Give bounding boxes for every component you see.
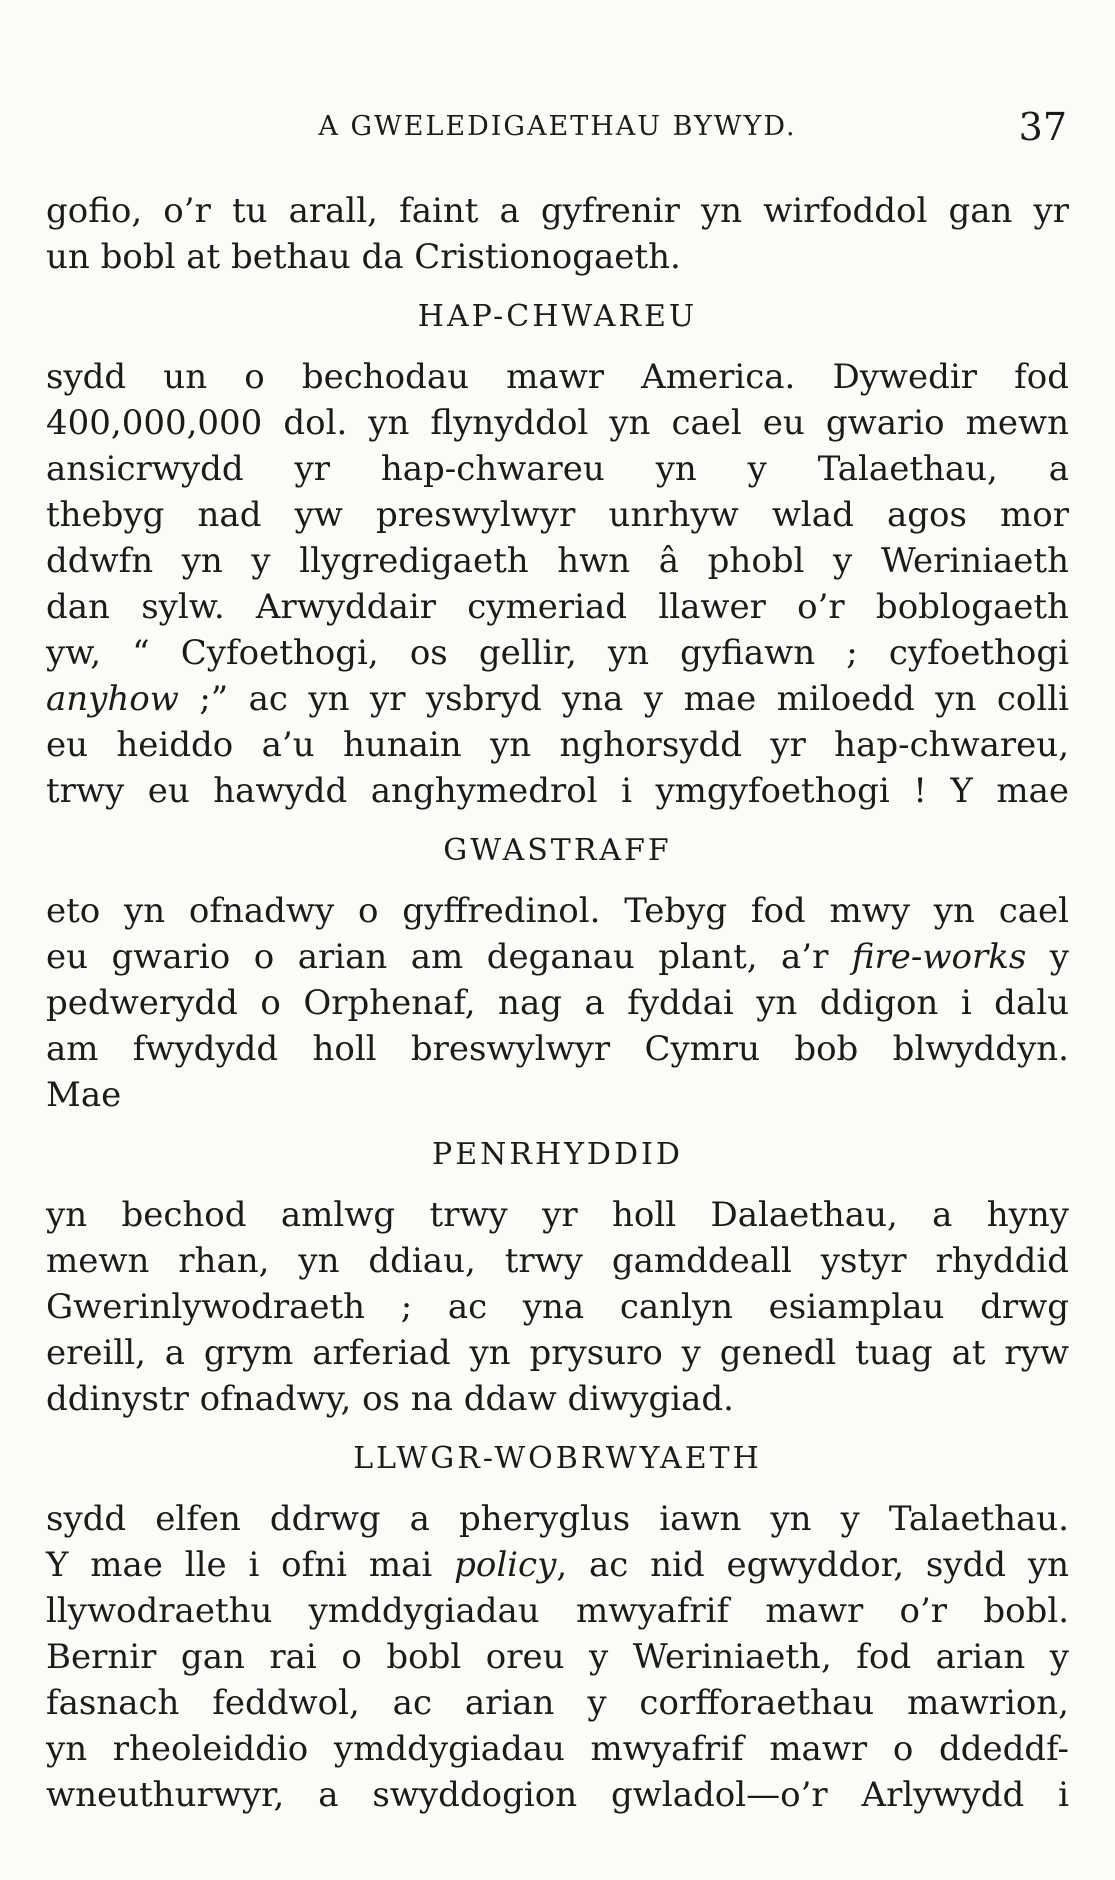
text-line: 400,000,000 dol. yn flynyddol yn cael eu gwario mewn [46, 403, 1069, 443]
text-line: yw, “ Cyfoethogi, os gellir, yn gyfiawn ; cyfoethogi [46, 633, 1069, 673]
text-line: mewn rhan, yn ddiau, trwy gamddeall ystyr rhyddid [46, 1241, 1069, 1281]
text-line: yn bechod amlwg trwy yr holl Dalaethau, a hyny [46, 1195, 1069, 1235]
paragraph [46, 1496, 1069, 1818]
text-line: ddinystr ofnadwy, os na ddaw diwygiad. [46, 1379, 734, 1419]
text-line: un bobl at bethau da Cristionogaeth. [46, 237, 681, 277]
running-header-row [46, 105, 1069, 149]
text-line: trwy eu hawydd anghymedrol i ymgyfoethogi ! Y mae [46, 771, 1069, 811]
text-line: eto yn ofnadwy o gyffredinol. Tebyg fod mwy yn cael [46, 891, 1069, 931]
text-line: am fwydydd holl breswylwyr Cymru bob blwyddyn. [46, 1029, 1069, 1069]
text-line: yn rheoleiddio ymddygiadau mwyafrif mawr o ddeddf- [46, 1729, 1069, 1769]
text-line: gofio, o’r tu arall, faint a gyfrenir yn wirfoddol gan yr [46, 191, 1069, 231]
text-line: eu gwario o arian am deganau plant, a’r fire-works y [46, 937, 1070, 977]
paragraph [46, 888, 1069, 1118]
section-heading: LLWGR-WOBRWYAETH [353, 1441, 762, 1476]
section-heading: PENRHYDDID [432, 1137, 683, 1172]
paragraph [46, 1192, 1069, 1422]
text-line: Gwerinlywodraeth ; ac yna canlyn esiamplau drwg [46, 1287, 1069, 1327]
text-line: sydd un o bechodau mawr America. Dywedir fod [46, 357, 1069, 397]
page-content [46, 188, 1069, 1818]
running-header: A GWELEDIGAETHAU BYWYD. [318, 111, 797, 142]
page-number: 37 [1018, 105, 1067, 149]
paragraph [46, 354, 1069, 814]
text-line: thebyg nad yw preswylwyr unrhyw wlad agos mor [46, 495, 1069, 535]
paragraph [46, 188, 1069, 280]
text-line: Mae [46, 1075, 122, 1115]
text-line: Y mae lle i ofni mai policy, ac nid egwyddor, sydd yn [46, 1545, 1069, 1585]
text-line: llywodraethu ymddygiadau mwyafrif mawr o’r bobl. [46, 1591, 1069, 1631]
text-line: fasnach feddwol, ac arian y corfforaethau mawrion, [46, 1683, 1069, 1723]
text-line: sydd elfen ddrwg a pheryglus iawn yn y Talaethau. [46, 1499, 1069, 1539]
text-line: anyhow ;” ac yn yr ysbryd yna y mae miloedd yn colli [46, 679, 1069, 719]
text-line: ereill, a grym arferiad yn prysuro y genedl tuag at ryw [46, 1333, 1069, 1373]
section-heading: HAP-CHWAREU [417, 299, 698, 334]
text-line: dan sylw. Arwyddair cymeriad llawer o’r boblogaeth [46, 587, 1069, 627]
text-line: ansicrwydd yr hap-chwareu yn y Talaethau, a [46, 449, 1069, 489]
text-line: ddwfn yn y llygredigaeth hwn â phobl y Weriniaeth [46, 541, 1069, 581]
text-line: pedwerydd o Orphenaf, nag a fyddai yn ddigon i dalu [46, 983, 1069, 1023]
text-line: wneuthurwyr, a swyddogion gwladol—o’r Arlywydd i [46, 1775, 1069, 1815]
text-line: Bernir gan rai o bobl oreu y Weriniaeth, fod arian y [46, 1637, 1069, 1677]
section-heading: GWASTRAFF [443, 833, 672, 868]
text-line: eu heiddo a’u hunain yn nghorsydd yr hap-chwareu, [46, 725, 1069, 765]
